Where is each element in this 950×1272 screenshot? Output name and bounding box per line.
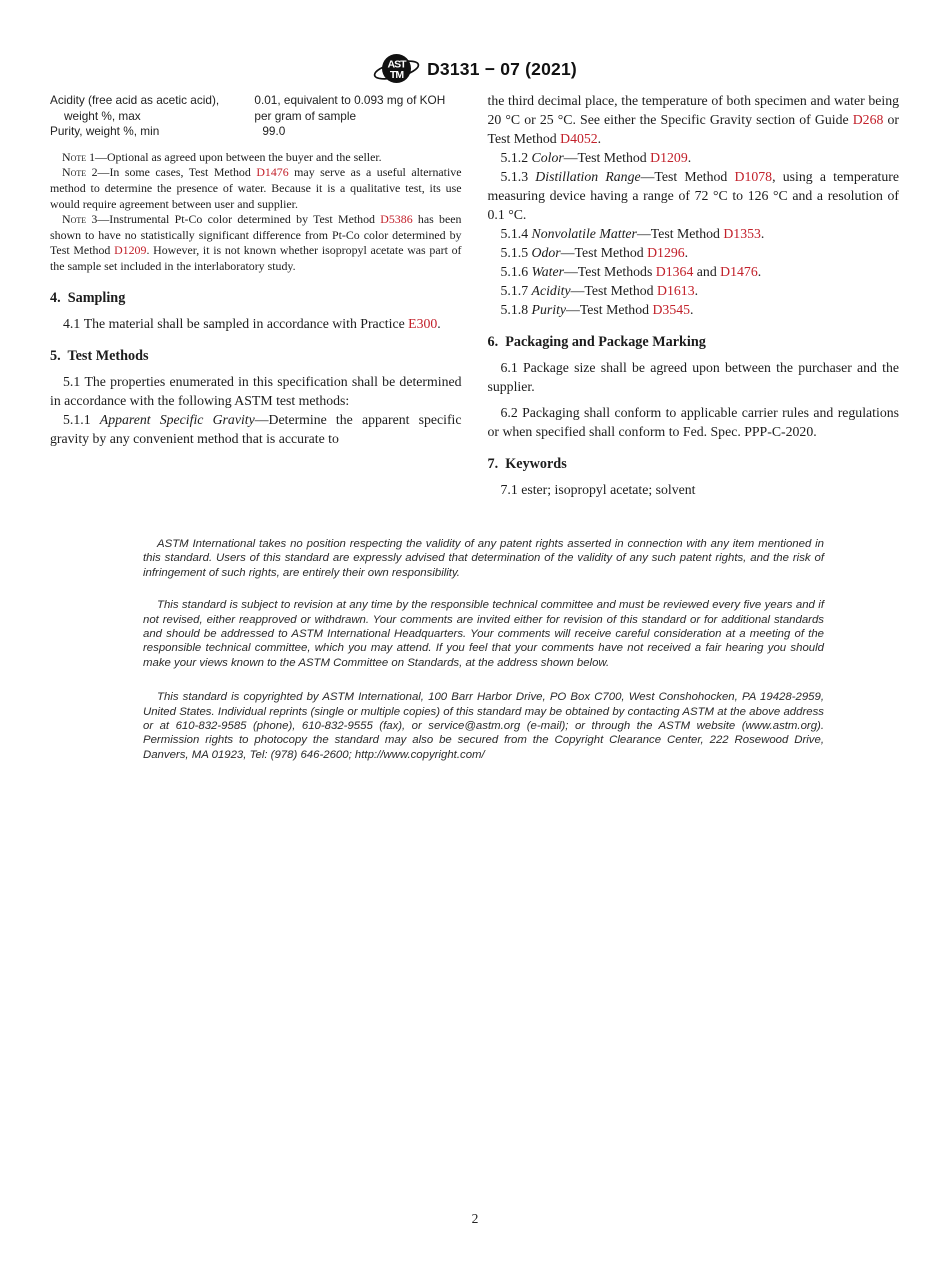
text-segment: 6.2 Packaging shall conform to applicable carrier rules and regulations or when specified shall conform to Fed. Spec. PPP-C-2020. bbox=[487, 405, 899, 439]
text-segment: Acidity bbox=[531, 283, 571, 298]
text-segment: Note bbox=[62, 212, 87, 227]
text-segment: —Test Method bbox=[570, 283, 658, 298]
text-segment: 5.1.6 bbox=[500, 264, 532, 279]
table-row bbox=[50, 93, 462, 124]
paragraph-5-1-1 bbox=[50, 410, 462, 448]
text-segment: 6.1 Package size shall be agreed upon between the purchaser and the supplier. bbox=[487, 360, 899, 394]
text-segment: 5.1.8 bbox=[500, 302, 532, 317]
text-segment: Note bbox=[62, 165, 87, 180]
copyright-notice: This standard is copyrighted by ASTM International, 100 Barr Harbor Drive, PO Box C700, West Conshohocken, PA 19428-2959, United States. Individual reprints (single or multiple copies) of this standard may be obtained by contacting ASTM at the above address or at 610-832-9585 (phone), 610-832-9555 (fax), or service@astm.org (e-mail); or through the ASTM website (www.astm.org). Permission rights to photocopy the standard may also be secured from the Copyright Clearance Center, 222 Rosewood Drive, Danvers, MA 01923, Tel: (978) 646-2600; http://www.copyright.com/ bbox=[143, 691, 824, 761]
text-segment: Nonvolatile Matter bbox=[531, 226, 637, 241]
text-segment: 3—Instrumental Pt-Co color determined by Test Method bbox=[86, 212, 381, 227]
svg-text:AST: AST bbox=[387, 58, 406, 71]
text-segment: 5.1 The properties enumerated in this specification shall be determined in accordance with the following ASTM test methods: bbox=[50, 373, 462, 408]
text-segment: 5.1.4 bbox=[500, 226, 532, 241]
paragraph-5-1-6 bbox=[488, 262, 900, 281]
standard-reference-link[interactable]: D1209 bbox=[650, 150, 688, 165]
standard-reference-link[interactable]: D268 bbox=[852, 112, 884, 127]
spec-property: Purity, weight %, min bbox=[50, 124, 160, 139]
legal-footer bbox=[143, 537, 824, 762]
paragraph-5-1-3 bbox=[488, 167, 900, 224]
section-5-heading: 5. Test Methods bbox=[50, 347, 149, 364]
text-segment: has been shown to have no statistically significant difference from Pt-Co color determined by Test Method bbox=[50, 212, 462, 258]
text-segment: —Test Method bbox=[566, 302, 653, 317]
paragraph-5-1-7 bbox=[488, 281, 900, 300]
paragraph-5-1-2 bbox=[488, 148, 900, 167]
note-1 bbox=[50, 150, 462, 166]
section-7-heading: 7. Keywords bbox=[487, 456, 567, 472]
text-segment: . bbox=[684, 245, 689, 260]
text-segment: . bbox=[690, 302, 694, 317]
text-segment: and bbox=[693, 264, 721, 279]
astm-logo-icon bbox=[373, 48, 420, 90]
text-segment: 2—In some cases, Test Method bbox=[86, 165, 257, 180]
standard-reference-link[interactable]: D1353 bbox=[723, 226, 761, 241]
text-segment: —Test Method bbox=[560, 245, 648, 260]
text-segment: Distillation Range bbox=[535, 169, 641, 184]
standard-reference-link[interactable]: D1296 bbox=[647, 245, 685, 260]
left-column bbox=[50, 91, 462, 499]
text-segment: 1—Optional as agreed upon between the buyer and the seller. bbox=[86, 149, 382, 164]
text-segment: , using a temperature measuring device having a range of 72 °C to 126 °C and a resolution of 0.1 °C. bbox=[487, 169, 900, 222]
standard-designation: D3131 − 07 (2021) bbox=[427, 58, 577, 79]
paragraph-5-1-1-continued bbox=[488, 91, 900, 148]
text-segment: . bbox=[757, 264, 762, 279]
text-segment: 5.1.7 bbox=[500, 283, 532, 298]
paragraph-5-1-8 bbox=[488, 300, 900, 319]
text-segment: 7.1 ester; isopropyl acetate; solvent bbox=[500, 482, 696, 497]
paragraph-5-1-4 bbox=[488, 224, 900, 243]
paragraph-5-1-5 bbox=[488, 243, 900, 262]
paragraph-4-1 bbox=[50, 314, 462, 333]
text-segment: may serve as a useful alternative method to determine the presence of water. Because it is a qualitative test, its use would require agreement between user and supplier. bbox=[50, 165, 462, 211]
spec-property: Acidity (free acid as acetic acid), weight %, max bbox=[50, 93, 220, 123]
table-row bbox=[50, 124, 462, 140]
text-segment: or Test Method bbox=[487, 112, 899, 146]
spec-value: 0.01, equivalent to 0.093 mg of KOH per gram of sample bbox=[254, 93, 446, 123]
paragraph-7-1 bbox=[488, 480, 900, 499]
page-header bbox=[0, 48, 950, 90]
section-6-heading: 6. Packaging and Package Marking bbox=[487, 334, 706, 350]
text-segment: —Test Method bbox=[563, 150, 651, 165]
text-segment: the third decimal place, the temperature of both specimen and water being 20 °C or 25 °C. See either the Specific Gravity section of Guide bbox=[487, 93, 899, 127]
text-segment: —Determine the apparent specific gravity by any convenient method that is accurate to bbox=[50, 411, 462, 446]
standard-reference-link[interactable]: D5386 bbox=[380, 212, 413, 227]
spec-value: 99.0 bbox=[262, 124, 286, 139]
svg-text:TM: TM bbox=[389, 69, 404, 81]
text-segment: 5.1.2 bbox=[500, 150, 532, 165]
text-segment: Color bbox=[531, 150, 564, 165]
text-segment: . bbox=[437, 315, 441, 331]
standard-reference-link[interactable]: D1613 bbox=[657, 283, 695, 298]
text-segment: 5.1.5 bbox=[500, 245, 532, 260]
text-segment: 5.1.1 bbox=[63, 411, 100, 427]
text-segment: Water bbox=[531, 264, 564, 279]
text-segment: —Test Method bbox=[636, 226, 724, 241]
page-number: 2 bbox=[471, 1211, 479, 1226]
standard-reference-link[interactable]: E300 bbox=[408, 315, 438, 331]
standard-reference-link[interactable]: D1476 bbox=[256, 165, 289, 180]
spec-table bbox=[50, 93, 462, 140]
text-segment: . bbox=[597, 131, 602, 146]
paragraph-6-2 bbox=[488, 403, 900, 441]
text-segment: 5.1.3 bbox=[500, 169, 536, 184]
section-4-heading: 4. Sampling bbox=[50, 289, 126, 306]
note-3 bbox=[50, 212, 462, 274]
text-segment: Odor bbox=[531, 245, 561, 260]
standard-reference-link[interactable]: D1209 bbox=[114, 243, 147, 258]
standard-reference-link[interactable]: D4052 bbox=[560, 131, 598, 146]
standard-reference-link[interactable]: D1364 bbox=[655, 264, 694, 279]
paragraph-5-1 bbox=[50, 372, 462, 410]
text-segment: . However, it is not known whether isopropyl acetate was part of the sample set included in the interlaboratory study. bbox=[50, 243, 462, 273]
right-column bbox=[488, 91, 900, 499]
text-segment: Apparent Specific Gravity bbox=[99, 411, 255, 427]
text-segment: Purity bbox=[531, 302, 567, 317]
text-segment: —Test Methods bbox=[564, 264, 656, 279]
body-columns bbox=[50, 91, 899, 499]
revision-notice: This standard is subject to revision at any time by the responsible technical committee and must be reviewed every five years and if not revised, either reapproved or withdrawn. Your comments are invited either for revision of this standard or for additional standards and should be addressed to ASTM International Headquarters. Your comments will receive careful consideration at a meeting of the responsible technical committee, which you may attend. If you feel that your comments have not received a fair hearing you should make your views known to the ASTM Committee on Standards, at the address shown below. bbox=[143, 599, 824, 669]
text-segment: . bbox=[687, 150, 692, 165]
standard-reference-link[interactable]: D1078 bbox=[734, 169, 773, 184]
note-2 bbox=[50, 165, 462, 212]
patent-disclaimer: ASTM International takes no position respecting the validity of any patent rights asserted in connection with any item mentioned in this standard. Users of this standard are expressly advised that determination of the validity of any such patent rights, and the risk of infringement of such rights, are entirely their own responsibility. bbox=[143, 538, 824, 579]
standard-reference-link[interactable]: D1476 bbox=[720, 264, 758, 279]
text-segment: —Test Method bbox=[640, 169, 735, 184]
standard-reference-link[interactable]: D3545 bbox=[652, 302, 691, 317]
paragraph-6-1 bbox=[488, 358, 900, 396]
text-segment: . bbox=[760, 226, 765, 241]
text-segment: Note bbox=[62, 149, 87, 164]
text-segment: 4.1 The material shall be sampled in accordance with Practice bbox=[63, 315, 409, 331]
text-segment: . bbox=[694, 283, 699, 298]
